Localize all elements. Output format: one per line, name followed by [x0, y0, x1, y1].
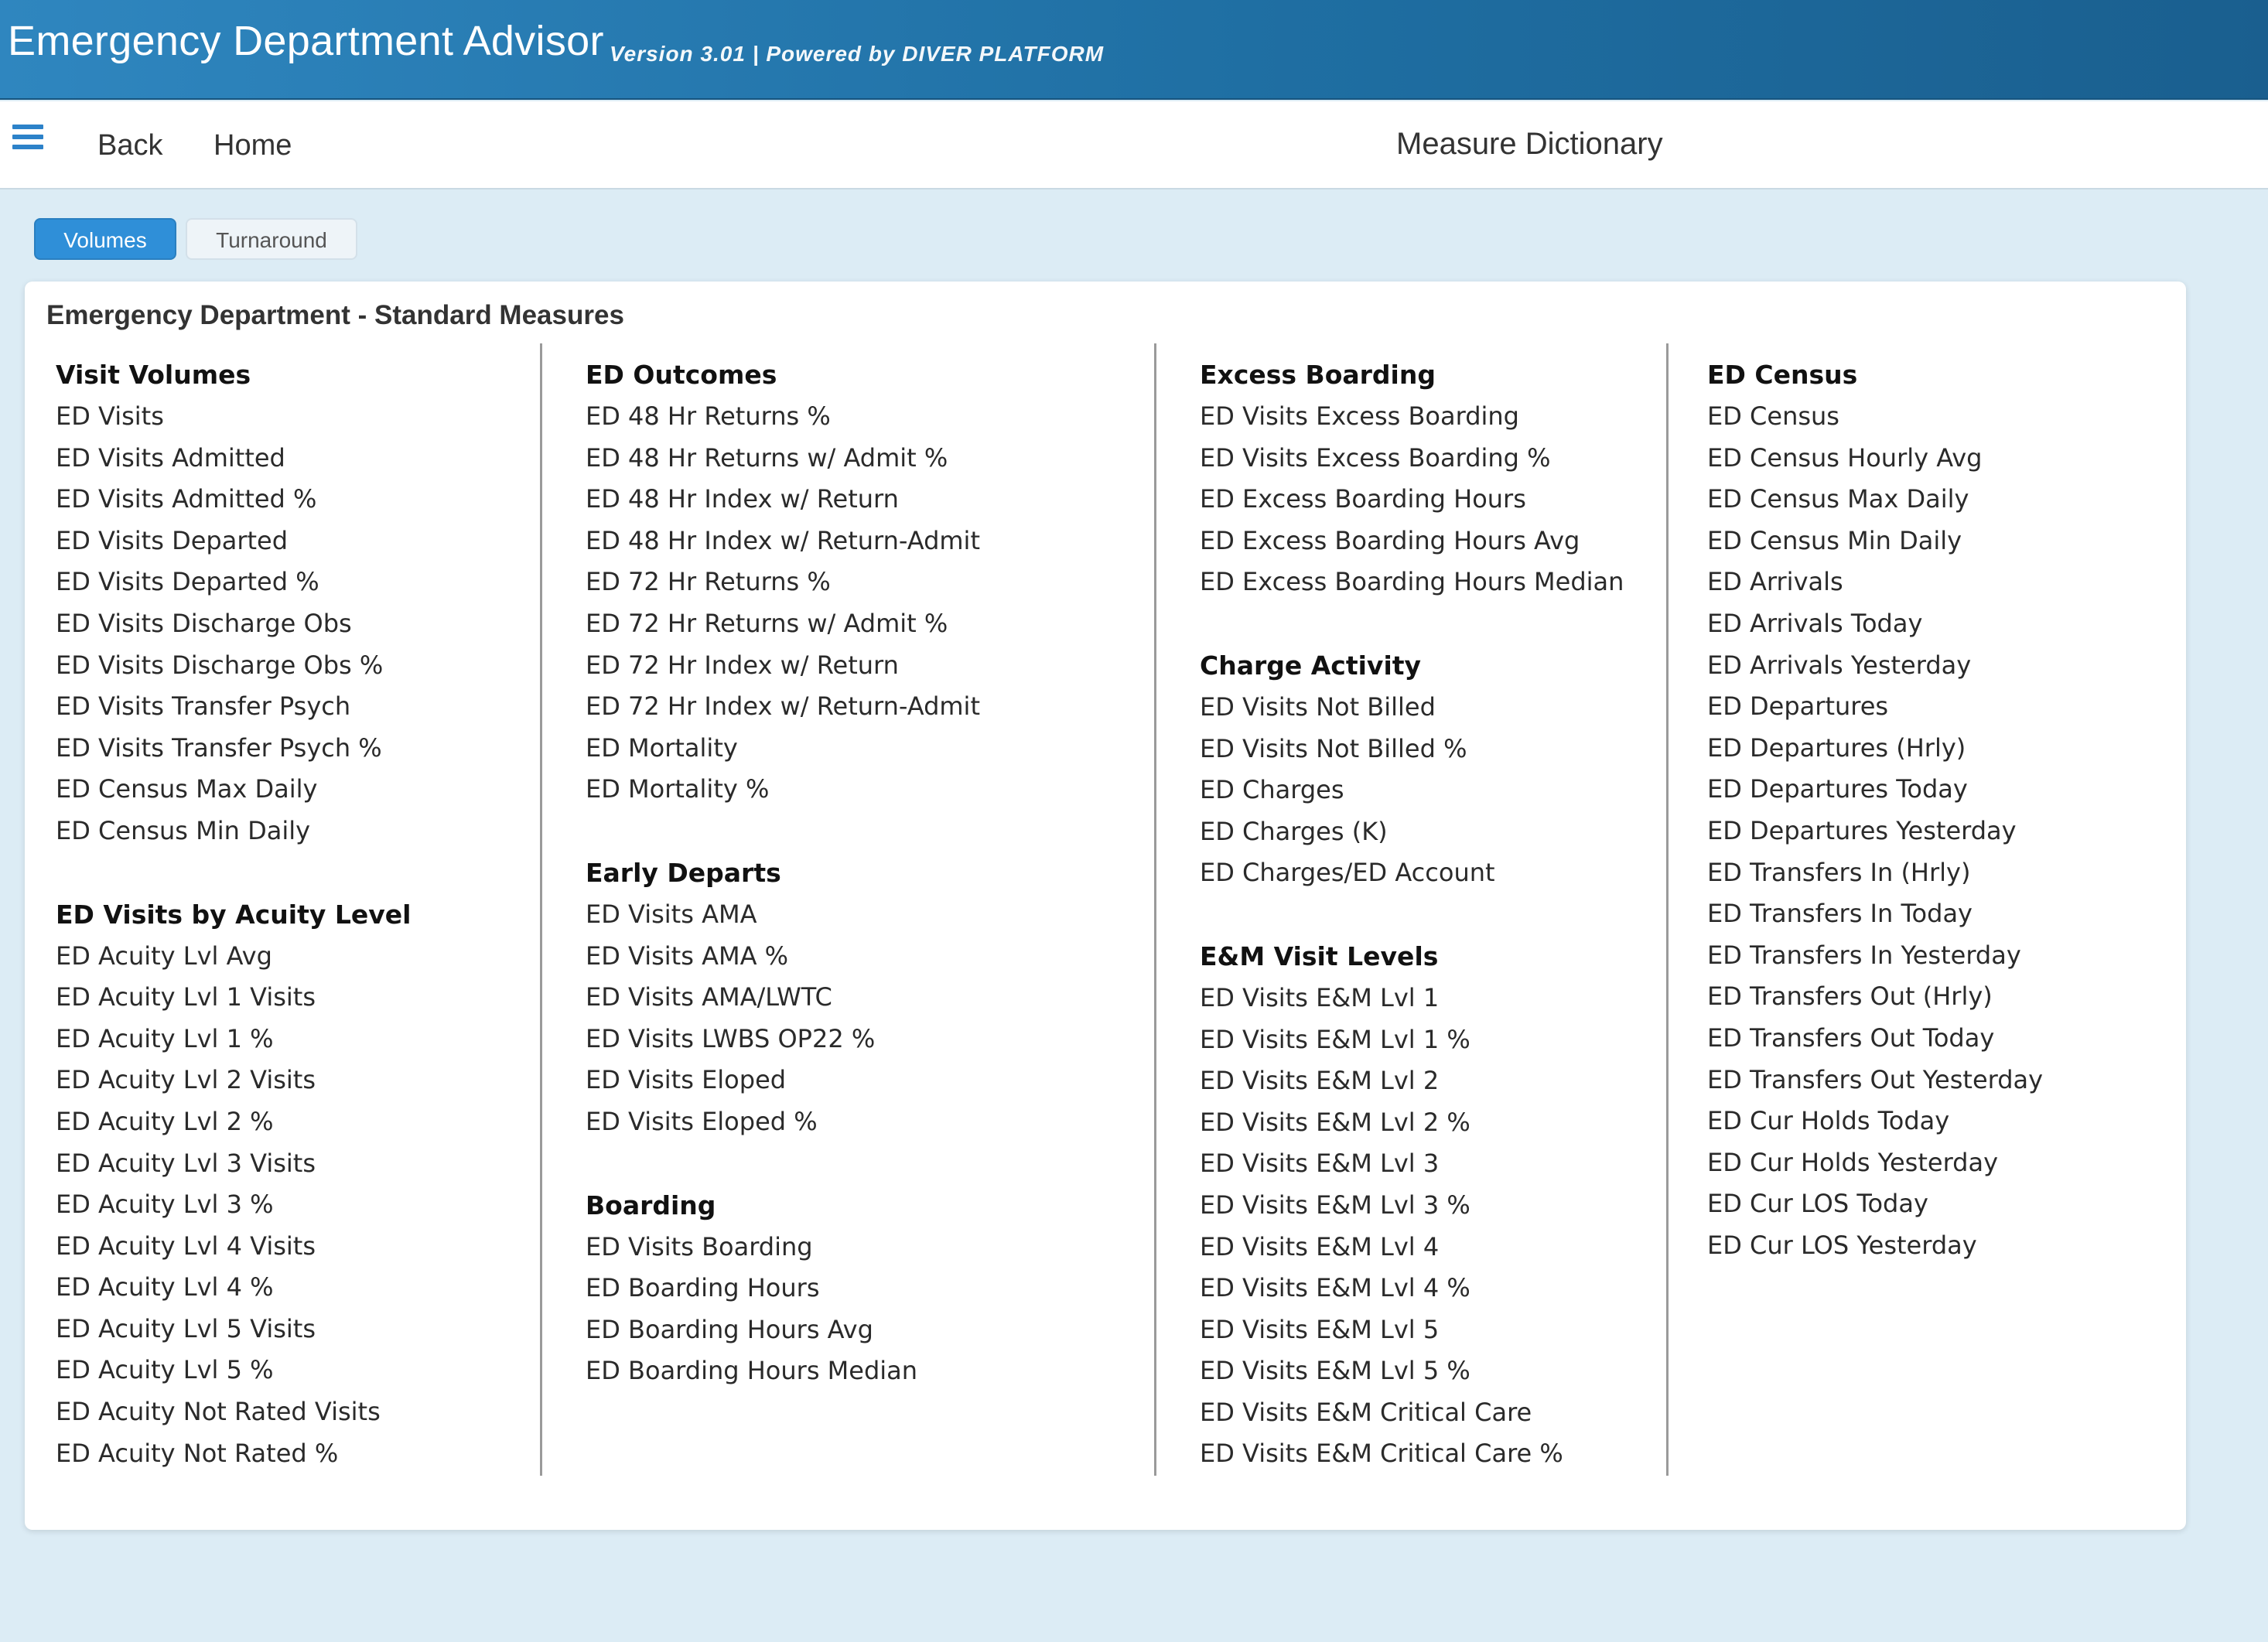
measure-link[interactable]: ED Census Max Daily	[56, 774, 318, 804]
measure-link[interactable]: ED Transfers In Yesterday	[1707, 940, 2021, 970]
nav-bar	[0, 101, 2268, 189]
measure-link[interactable]: ED Acuity Lvl 1 %	[56, 1023, 274, 1053]
measure-link[interactable]: ED Visits AMA	[586, 899, 757, 929]
section-title: ED Outcomes	[586, 360, 777, 390]
measure-link[interactable]: ED Acuity Lvl 2 Visits	[56, 1065, 316, 1095]
measure-link[interactable]: ED Acuity Not Rated %	[56, 1438, 339, 1468]
measure-link[interactable]: ED Visits Not Billed %	[1200, 733, 1467, 763]
measure-link[interactable]: ED 48 Hr Index w/ Return-Admit	[586, 525, 980, 555]
measure-link[interactable]: ED Cur Holds Yesterday	[1707, 1147, 1999, 1177]
back-link[interactable]: Back	[97, 129, 163, 162]
section-title: Boarding	[586, 1190, 716, 1220]
column-2	[540, 343, 1156, 1476]
measure-link[interactable]: ED Visits E&M Lvl 3 %	[1200, 1190, 1470, 1220]
measures-card	[25, 282, 2186, 1530]
measure-link[interactable]: ED Departures Yesterday	[1707, 815, 2017, 845]
column-1	[56, 343, 535, 1476]
measure-link[interactable]: ED 48 Hr Index w/ Return	[586, 484, 899, 514]
hamburger-menu-icon[interactable]	[12, 125, 43, 151]
measure-link[interactable]: ED Visits Transfer Psych	[56, 691, 351, 722]
measure-link[interactable]: ED Mortality	[586, 732, 738, 763]
section-title: E&M Visit Levels	[1200, 940, 1439, 971]
measure-section	[56, 354, 535, 852]
measure-link[interactable]: ED Transfers Out (Hrly)	[1707, 981, 1993, 1012]
home-link[interactable]: Home	[213, 129, 292, 162]
measure-link[interactable]: ED Visits AMA %	[586, 940, 789, 971]
section-title: ED Visits by Acuity Level	[56, 899, 412, 930]
measure-link[interactable]: ED Visits	[56, 401, 164, 431]
section-title: Excess Boarding	[1200, 360, 1436, 390]
measure-link[interactable]: ED Visits E&M Lvl 1 %	[1200, 1024, 1470, 1054]
measure-section	[1200, 936, 1668, 1475]
column-3	[1154, 343, 1668, 1476]
section-title: Charge Activity	[1200, 650, 1422, 681]
measure-link[interactable]: ED Census Min Daily	[56, 815, 311, 845]
measure-link[interactable]: ED Visits Discharge Obs	[56, 608, 352, 638]
measure-link[interactable]: ED Acuity Lvl 3 %	[56, 1190, 274, 1220]
measure-link[interactable]: ED Visits Eloped %	[586, 1106, 818, 1136]
measure-section	[1200, 354, 1668, 603]
measure-link[interactable]: ED Census	[1707, 401, 1839, 431]
card-title: Emergency Department - Standard Measures	[46, 300, 624, 330]
measure-link[interactable]: ED Visits E&M Lvl 1	[1200, 982, 1440, 1012]
measure-link[interactable]: ED Visits Admitted %	[56, 484, 317, 514]
measure-link[interactable]: ED Acuity Lvl 4 %	[56, 1272, 274, 1302]
measure-link[interactable]: ED Visits Transfer Psych %	[56, 732, 382, 763]
measure-link[interactable]: ED Charges/ED Account	[1200, 858, 1495, 888]
measure-section	[586, 852, 1156, 1143]
measure-link[interactable]: ED Visits Discharge Obs %	[56, 650, 384, 680]
measure-link[interactable]: ED Visits Excess Boarding %	[1200, 442, 1551, 473]
measure-link[interactable]: ED 72 Hr Index w/ Return	[586, 650, 899, 680]
measure-link[interactable]: ED Boarding Hours Avg	[586, 1314, 873, 1344]
page-title: Measure Dictionary	[1396, 127, 1663, 161]
measure-link[interactable]: ED 72 Hr Returns %	[586, 567, 831, 597]
app-title: Emergency Department Advisor	[8, 18, 604, 64]
measure-link[interactable]: ED Transfers Out Today	[1707, 1022, 1995, 1053]
measure-link[interactable]: ED Visits Boarding	[586, 1231, 813, 1261]
measure-link[interactable]: ED Excess Boarding Hours	[1200, 484, 1526, 514]
measure-link[interactable]: ED Acuity Lvl Avg	[56, 940, 272, 971]
measure-link[interactable]: ED Charges	[1200, 775, 1344, 805]
measure-link[interactable]: ED Visits Admitted	[56, 442, 285, 473]
measure-link[interactable]: ED Transfers Out Yesterday	[1707, 1064, 2044, 1094]
measure-link[interactable]: ED Boarding Hours	[586, 1273, 820, 1303]
measure-link[interactable]: ED Acuity Lvl 5 Visits	[56, 1313, 316, 1343]
measure-link[interactable]: ED Excess Boarding Hours Median	[1200, 567, 1624, 597]
measure-link[interactable]: ED Visits E&M Lvl 2 %	[1200, 1107, 1470, 1137]
measure-link[interactable]: ED Visits Excess Boarding	[1200, 401, 1519, 431]
measure-link[interactable]: ED Visits E&M Lvl 3	[1200, 1149, 1440, 1179]
tab-turnaround[interactable]: Turnaround	[186, 218, 357, 260]
measure-link[interactable]: ED Departures Today	[1707, 774, 1968, 804]
measure-link[interactable]: ED 72 Hr Returns w/ Admit %	[586, 608, 948, 638]
measure-link[interactable]: ED Cur Holds Today	[1707, 1106, 1950, 1136]
measure-link[interactable]: ED Visits Eloped	[586, 1065, 787, 1095]
measure-link[interactable]: ED Acuity Lvl 1 Visits	[56, 982, 316, 1012]
measure-link[interactable]: ED Acuity Lvl 5 %	[56, 1355, 274, 1385]
measure-link[interactable]: ED Visits E&M Lvl 5	[1200, 1314, 1440, 1344]
section-title: Early Departs	[586, 857, 781, 888]
measure-link[interactable]: ED Acuity Lvl 4 Visits	[56, 1231, 316, 1261]
measure-link[interactable]: ED 48 Hr Returns w/ Admit %	[586, 442, 948, 473]
version-text: Version 3.01 | Powered by DIVER PLATFORM	[610, 42, 1105, 66]
measure-section	[56, 894, 535, 1475]
section-title: Visit Volumes	[56, 360, 251, 390]
measure-link[interactable]: ED 72 Hr Index w/ Return-Admit	[586, 691, 980, 722]
measure-link[interactable]: ED Visits Departed %	[56, 567, 319, 597]
measure-link[interactable]: ED Visits E&M Lvl 5 %	[1200, 1356, 1470, 1386]
measure-link[interactable]: ED Arrivals Today	[1707, 608, 1923, 638]
measure-link[interactable]: ED Arrivals	[1707, 567, 1843, 597]
measure-link[interactable]: ED Acuity Lvl 2 %	[56, 1106, 274, 1136]
measure-link[interactable]: ED Departures	[1707, 691, 1889, 722]
measure-link[interactable]: ED Visits E&M Critical Care	[1200, 1397, 1532, 1427]
measure-link[interactable]: ED Acuity Lvl 3 Visits	[56, 1148, 316, 1178]
measure-link[interactable]: ED Visits Departed	[56, 525, 289, 555]
measure-link[interactable]: ED Census Hourly Avg	[1707, 442, 1983, 473]
measure-link[interactable]: ED Charges (K)	[1200, 816, 1388, 846]
section-title: ED Census	[1707, 360, 1858, 390]
measure-section	[1200, 645, 1668, 894]
title-bar	[0, 0, 2268, 100]
measure-link[interactable]: ED Census Min Daily	[1707, 525, 1962, 555]
measure-section	[586, 354, 1156, 811]
measure-link[interactable]: ED Census Max Daily	[1707, 484, 1969, 514]
measure-link[interactable]: ED Arrivals Yesterday	[1707, 650, 1972, 680]
measure-link[interactable]: ED Visits E&M Lvl 4 %	[1200, 1273, 1470, 1303]
measure-section	[1707, 354, 2146, 1266]
measure-link[interactable]: ED Boarding Hours Median	[586, 1356, 918, 1386]
column-4	[1666, 343, 2146, 1476]
measure-link[interactable]: ED Excess Boarding Hours Avg	[1200, 525, 1580, 555]
measure-link[interactable]: ED Mortality %	[586, 774, 770, 804]
measure-link[interactable]: ED Transfers In (Hrly)	[1707, 857, 1971, 887]
measure-link[interactable]: ED Cur LOS Yesterday	[1707, 1230, 1977, 1260]
measure-link[interactable]: ED Visits LWBS OP22 %	[586, 1023, 876, 1053]
measure-section	[586, 1185, 1156, 1392]
measure-link[interactable]: ED Cur LOS Today	[1707, 1189, 1928, 1219]
measure-link[interactable]: ED Acuity Not Rated Visits	[56, 1397, 381, 1427]
tab-volumes[interactable]: Volumes	[34, 218, 176, 260]
measure-link[interactable]: ED Departures (Hrly)	[1707, 732, 1966, 763]
measure-link[interactable]: ED Visits AMA/LWTC	[586, 982, 832, 1012]
measure-link[interactable]: ED Transfers In Today	[1707, 899, 1973, 929]
measure-link[interactable]: ED Visits E&M Lvl 2	[1200, 1066, 1440, 1096]
measure-link[interactable]: ED Visits Not Billed	[1200, 691, 1436, 722]
measure-link[interactable]: ED 48 Hr Returns %	[586, 401, 831, 431]
measure-link[interactable]: ED Visits E&M Critical Care %	[1200, 1439, 1563, 1469]
measure-link[interactable]: ED Visits E&M Lvl 4	[1200, 1231, 1440, 1261]
